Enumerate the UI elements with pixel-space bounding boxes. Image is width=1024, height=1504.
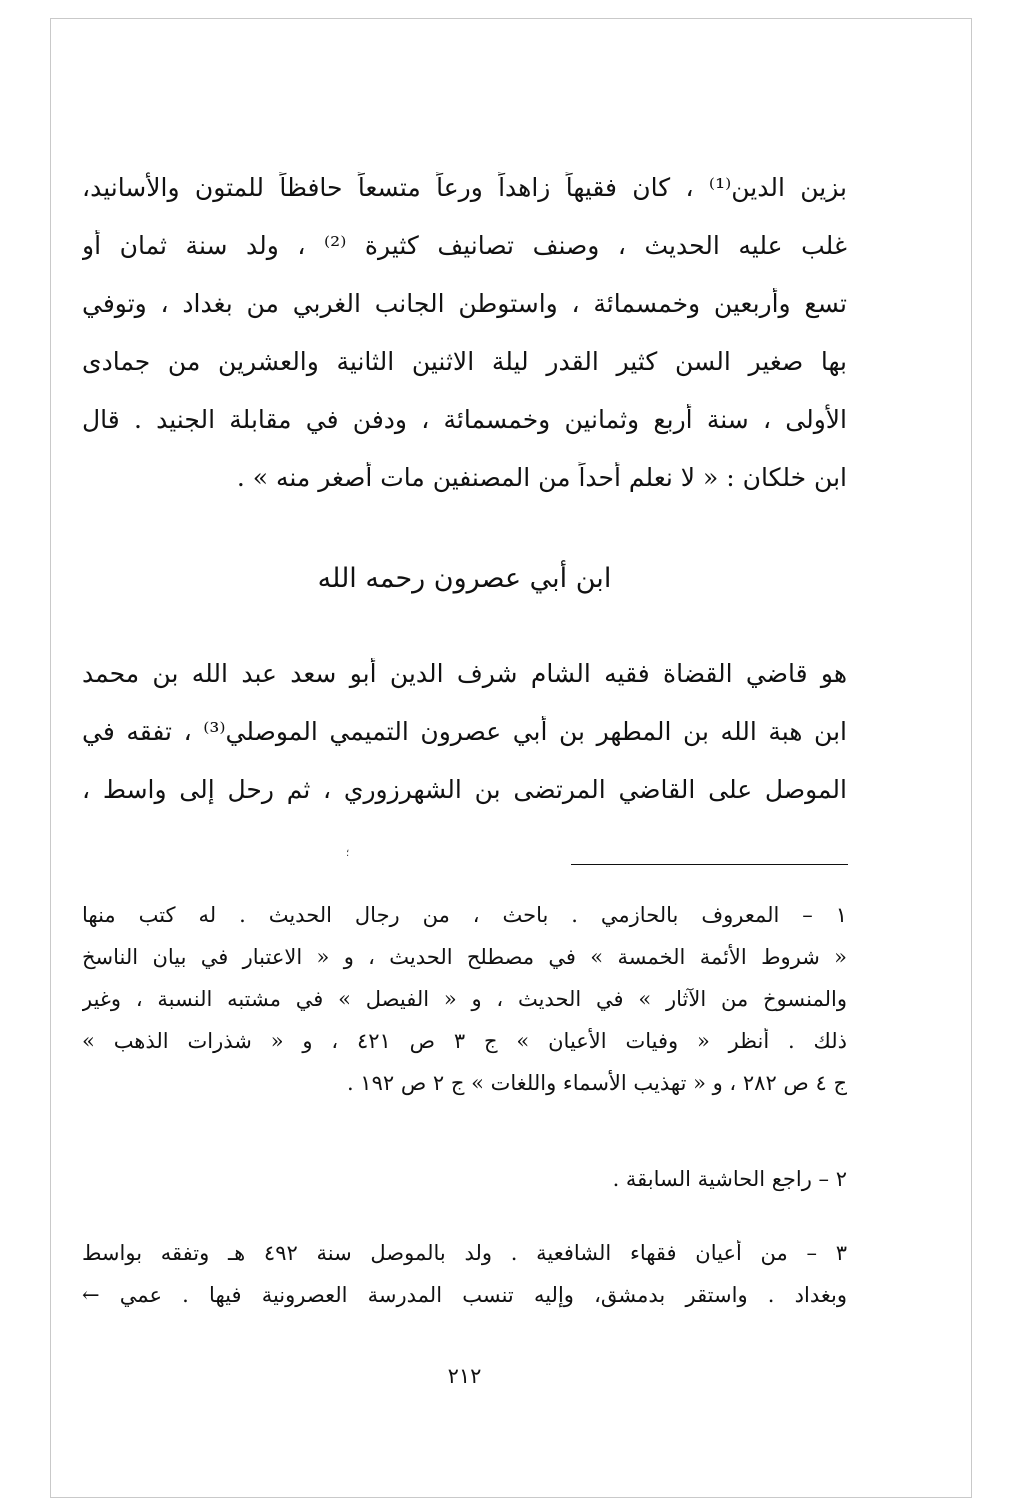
footnote-line: وبغداد . واستقر بدمشق، وإليه تنسب المدرسة العصرونية فيها . عمي ←	[82, 1283, 847, 1307]
body-line: بزين الدين⁽¹⁾ ، كان فقيهاً زاهداً ورعاً متسعاً حافظاً للمتون والأسانيد،	[82, 173, 847, 202]
body-line: بها صغير السن كثير القدر ليلة الاثنين الثانية والعشرين من جمادى	[82, 347, 847, 376]
footnote-divider	[571, 864, 848, 865]
footnote-1	[82, 902, 847, 1112]
footnote-line: ذلك . أنظر « وفيات الأعيان » ج ٣ ص ٤٢١ ، و « شذرات الذهب »	[82, 1029, 847, 1053]
body-line: الأولى ، سنة أربع وثمانين وخمسمائة ، ودفن في مقابلة الجنيد . قال	[82, 405, 847, 434]
body-paragraph-1	[82, 172, 847, 520]
body-line: غلب عليه الحديث ، وصنف تصانيف كثيرة ⁽²⁾ ، ولد سنة ثمان أو	[82, 231, 847, 260]
footnote-line: ج ٤ ص ٢٨٢ ، و « تهذيب الأسماء واللغات » ج ٢ ص ١٩٢ .	[346, 1071, 847, 1095]
footnote-line: والمنسوخ من الآثار » في الحديث ، و « الفيصل » في مشتبه النسبة ، وغير	[82, 987, 847, 1011]
footnote-line: ٢ – راجع الحاشية السابقة .	[612, 1167, 847, 1191]
body-line: ابن هبة الله بن المطهر بن أبي عصرون التميمي الموصلي⁽³⁾ ، تفقه في	[82, 717, 847, 746]
footnote-3	[82, 1240, 847, 1324]
section-heading: ابن أبي عصرون رحمه الله	[317, 563, 612, 594]
body-paragraph-2	[82, 658, 847, 832]
stray-mark: ؛	[346, 848, 350, 859]
footnote-2	[82, 1166, 847, 1192]
body-line: هو قاضي القضاة فقيه الشام شرف الدين أبو سعد عبد الله بن محمد	[82, 659, 847, 688]
footnote-line: ٣ – من أعيان فقهاء الشافعية . ولد بالموصل سنة ٤٩٢ هـ وتفقه بواسط	[82, 1241, 847, 1265]
body-line: تسع وأربعين وخمسمائة ، واستوطن الجانب الغربي من بغداد ، وتوفي	[82, 289, 847, 318]
footnote-line: ١ – المعروف بالحازمي . باحث ، من رجال الحديث . له كتب منها	[82, 903, 847, 927]
footnote-line: « شروط الأئمة الخمسة » في مصطلح الحديث ، و « الاعتبار في بيان الناسخ	[82, 945, 847, 969]
body-line: الموصل على القاضي المرتضى بن الشهرزوري ، ثم رحل إلى واسط ،	[82, 775, 847, 804]
body-line: ابن خلكان : « لا نعلم أحداً من المصنفين مات أصغر منه » .	[236, 463, 847, 492]
page-number: ٢١٢	[447, 1364, 482, 1388]
